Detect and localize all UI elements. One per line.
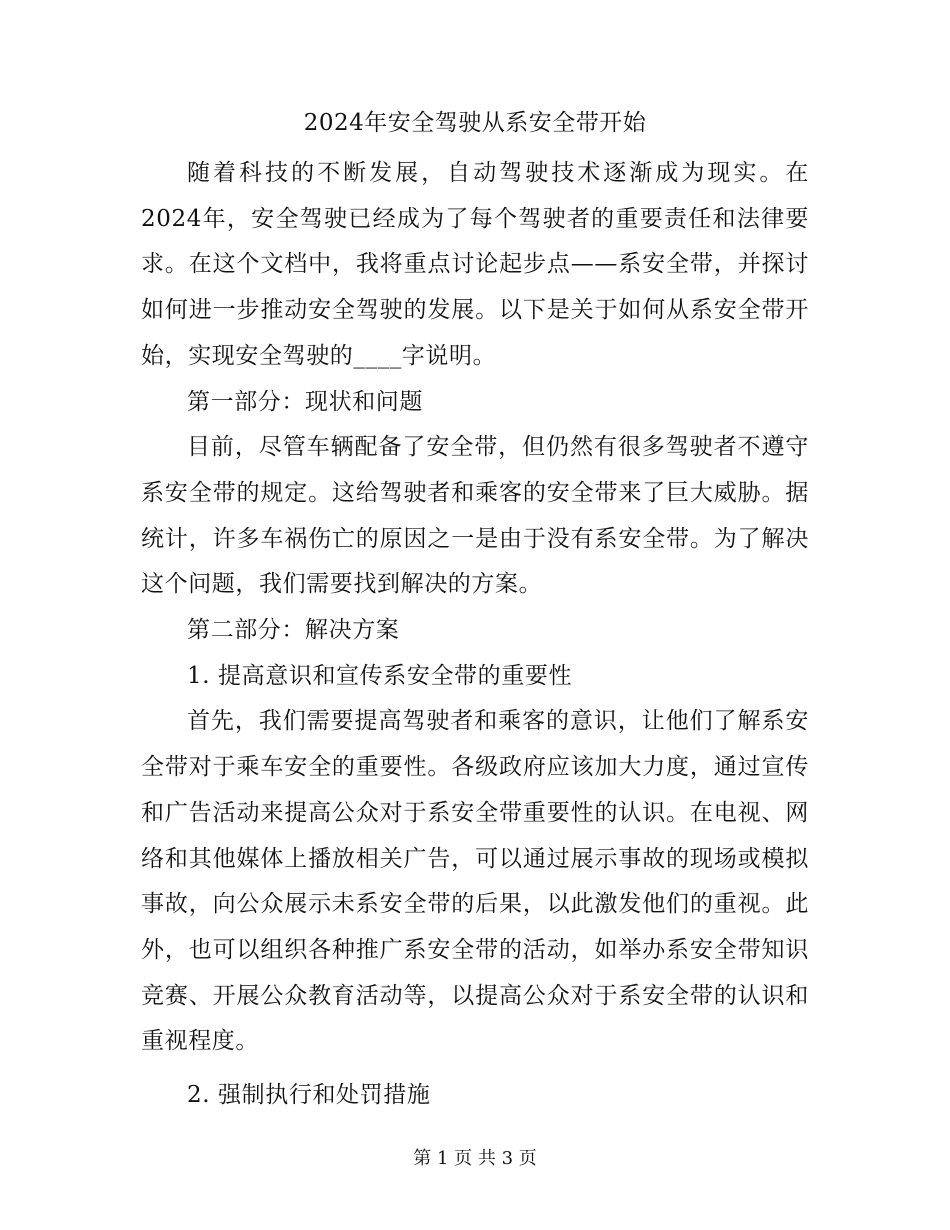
subheading-2: 2. 强制执行和处罚措施 — [187, 1082, 431, 1109]
intro-paragraph: 随着科技的不断发展，自动驾驶技术逐渐成为现实。在2024年，安全驾驶已经成为了每个驾驶者的重要责任和法律要求。在这个文档中，我将重点讨论起步点——系安全带，并探讨如何进一步推动安全驾驶的发展。以下是关于如何从系安全带开始，实现安全驾驶的____字说明。 — [141, 160, 809, 369]
subheading-1: 1. 提高意识和宣传系安全带的重要性 — [187, 662, 573, 689]
status-paragraph: 目前，尽管车辆配备了安全带，但仍然有很多驾驶者不遵守系安全带的规定。这给驾驶者和乘客的安全带来了巨大威胁。据统计，许多车祸伤亡的原因之一是由于没有系安全带。为了解决这个问题，我们需要找到解决的方案。 — [141, 434, 809, 598]
document-title: 2024年安全驾驶从系安全带开始 — [303, 110, 647, 136]
page-footer: 第 1 页 共 3 页 — [413, 1148, 537, 1169]
section-heading-2: 第二部分：解决方案 — [187, 617, 400, 644]
document-body — [141, 151, 809, 1119]
awareness-paragraph: 首先，我们需要提高驾驶者和乘客的意识，让他们了解系安全带对于乘车安全的重要性。各级政府应该加大力度，通过宣传和广告活动来提高公众对于系安全带重要性的认识。在电视、网络和其他媒体上播放相关广告，可以通过展示事故的现场或模拟事故，向公众展示未系安全带的后果，以此激发他们的重视。此外，也可以组织各种推广系安全带的活动，如举办系安全带知识竞赛、开展公众教育活动等，以提高公众对于系安全带的认识和重视程度。 — [141, 708, 809, 1055]
section-heading-1: 第一部分：现状和问题 — [187, 388, 423, 415]
